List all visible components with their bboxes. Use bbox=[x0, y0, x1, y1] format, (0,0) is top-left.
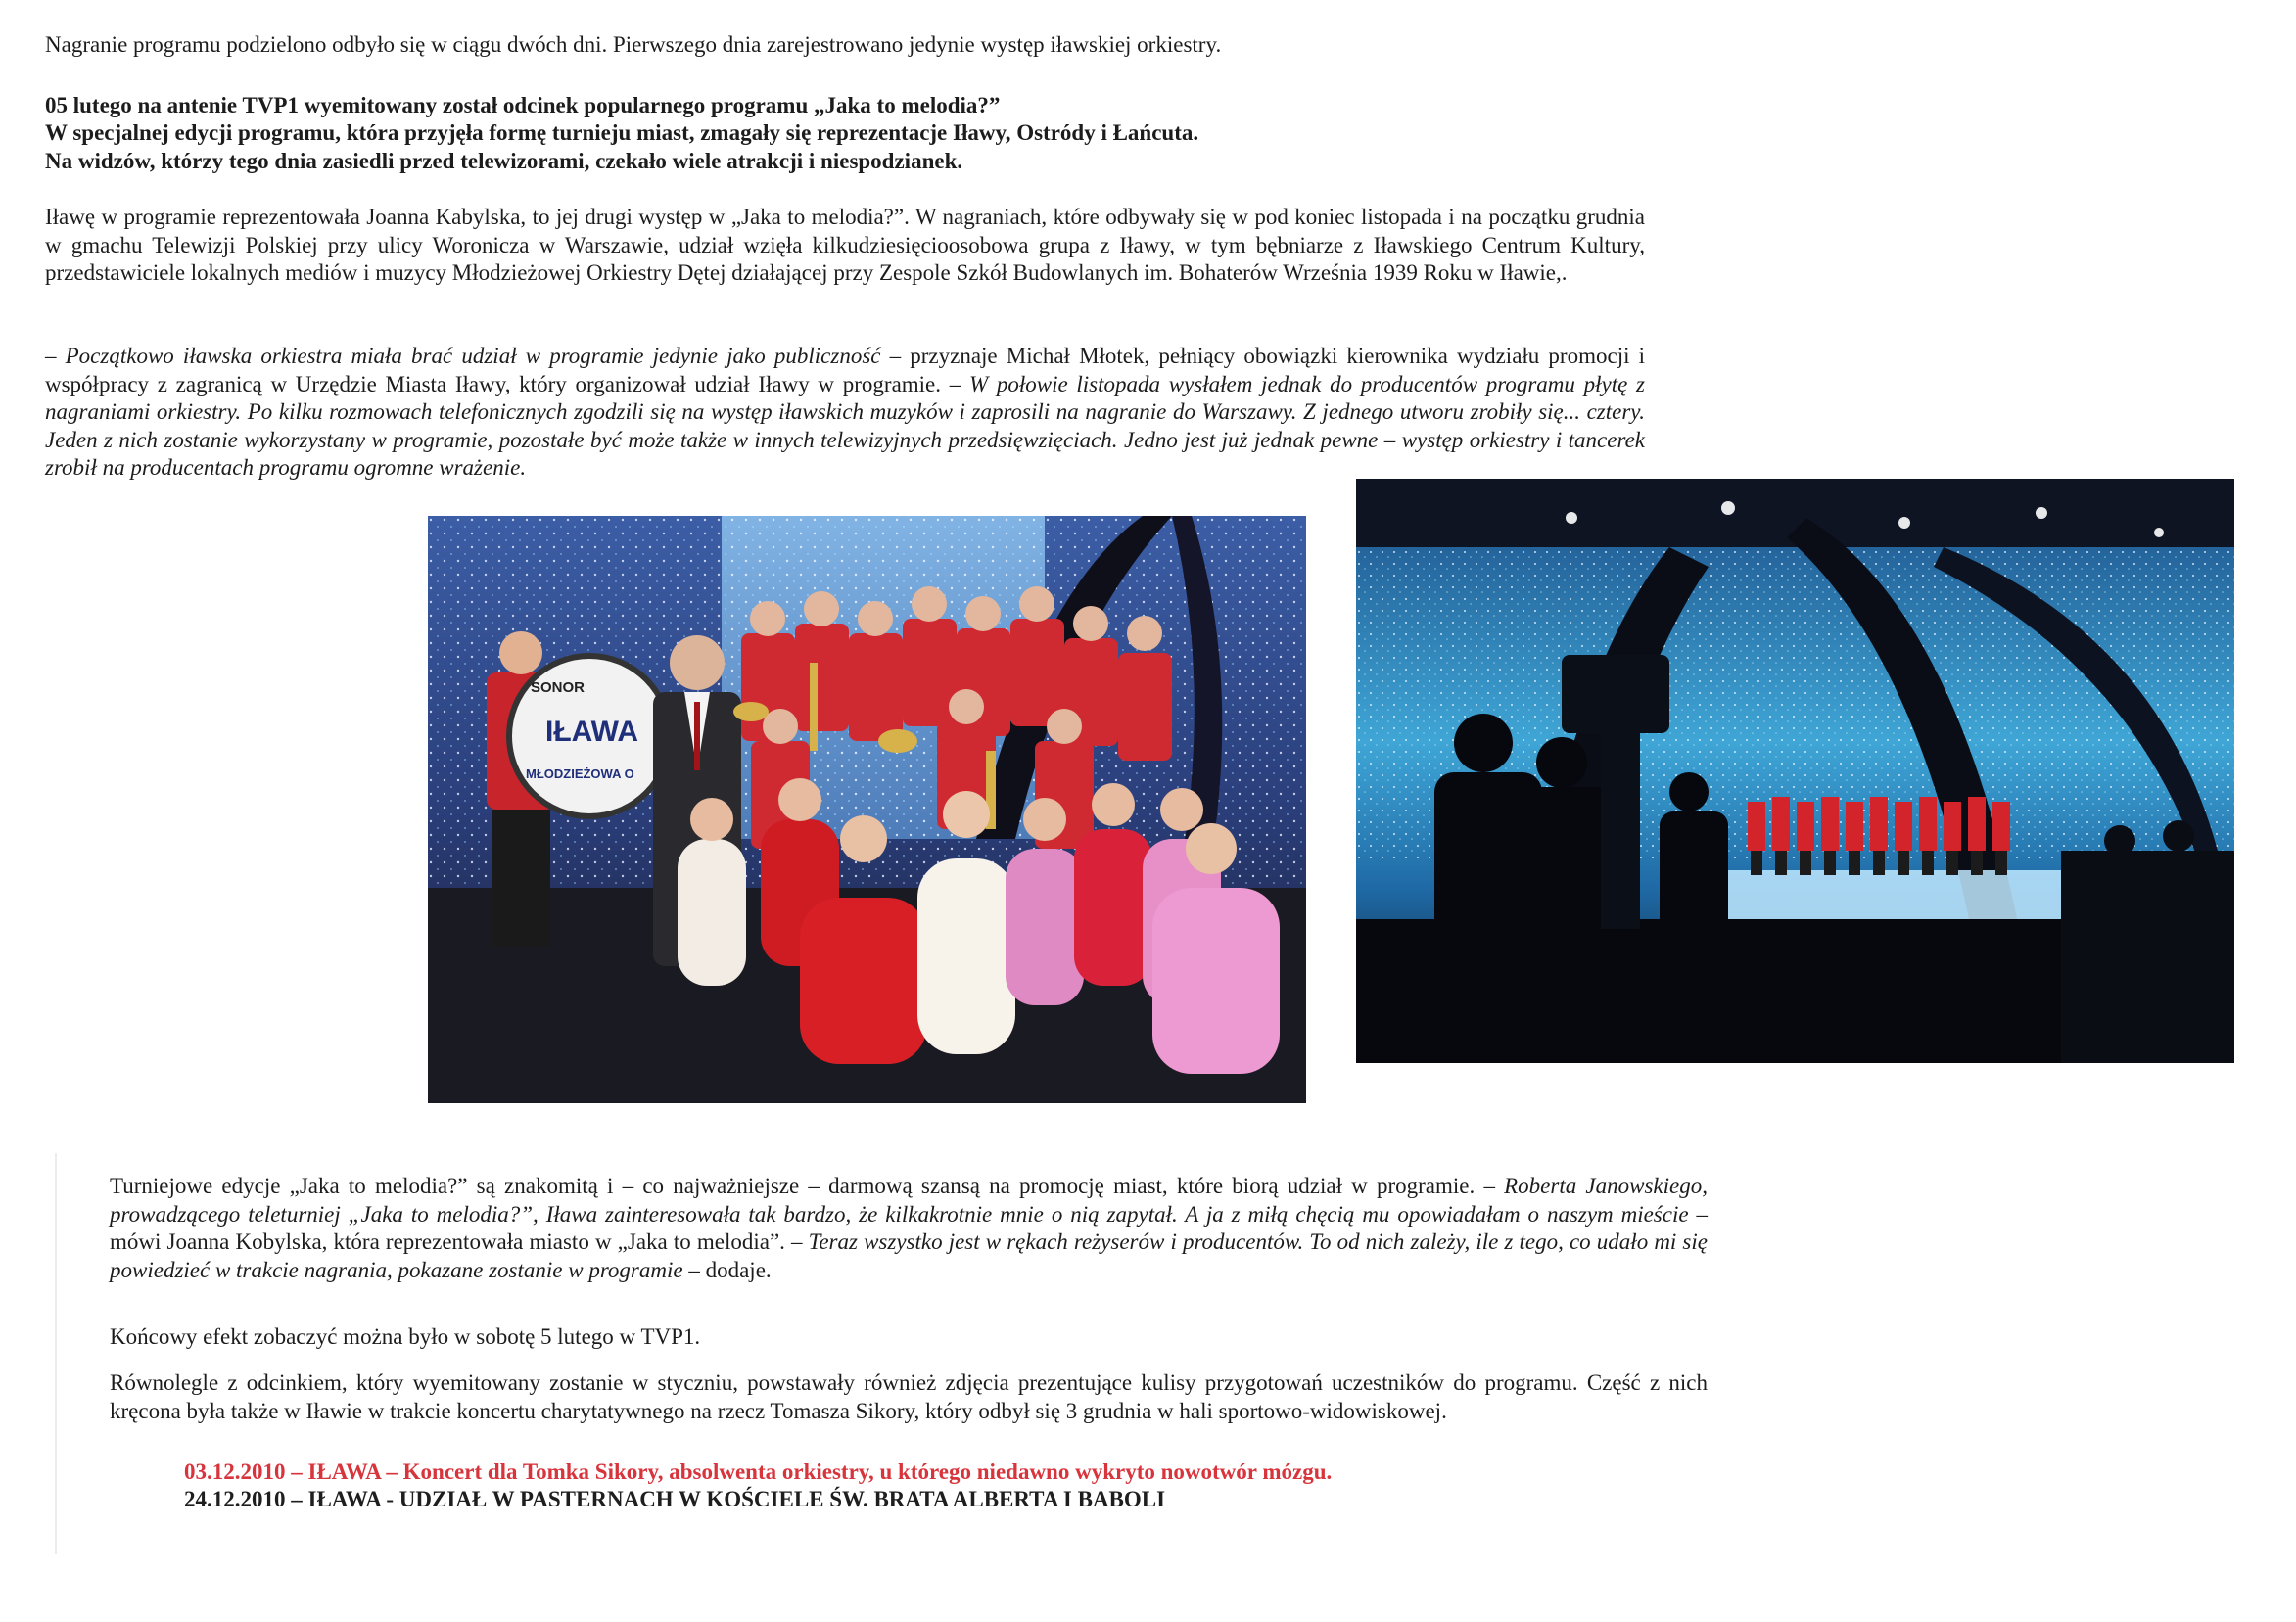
paragraph-parallel: Równolegle z odcinkiem, który wyemitowany zostanie w styczniu, powstawały również zdjęcia prezentujące kulisy przygotowań uczestników do programu. Część z nich kręcona była także w Iławie w trakcie koncertu charytatywnego na rzecz Tomasza Sikory, który odbył się 3 grudnia w hali sportowo-widowiskowej. bbox=[110, 1370, 1708, 1423]
lead-line-3: Na widzów, którzy tego dnia zasiedli przed telewizorami, czekało wiele atrakcji i niespodzianek. bbox=[45, 149, 963, 173]
quote-mlotek-part-b: – przyznaje Michał Młotek, pełniący obowiązki kierownika wydziału promocji i współpracy z zagranicą w Urzędzie Miasta Iławy, który organizował udział Iławy w programie. bbox=[45, 344, 1645, 396]
quote-mlotek-part-a: – Początkowo iławska orkiestra miała brać udział w programie jedynie jako publiczność bbox=[45, 344, 881, 368]
quote-mlotek-part-c: – W połowie listopada wysłałem jednak do producentów programu płytę z nagraniami orkiestry. Po kilku rozmowach telefonicznych zgodzili się na występ iławskich muzyków i zaprosili na nagranie do Warszawy. Z jednego utworu zrobiły się... cztery. Jeden z nich zostanie wykorzystany w programie, pozostałe być może także w innych telewizyjnych przedsięwzięciach. Jedno jest już jednak pewne – występ orkiestry i tancerek zrobił na producentach programu ogromne wrażenie. bbox=[45, 371, 1645, 481]
lead-line-1: 05 lutego na antenie TVP1 wyemitowany został odcinek popularnego programu „Jaka to melodia?” bbox=[45, 93, 1001, 117]
photo-orchestra-group-image bbox=[428, 516, 1306, 1103]
paragraph-final-effect: Końcowy efekt zobaczyć można było w sobotę 5 lutego w TVP1. bbox=[110, 1324, 701, 1349]
quote-kobylska-part-a: Turniejowe edycje „Jaka to melodia?” są znakomitą i – co najważniejsze – darmową szansą na promocję miast, które biorą udział w programie. bbox=[110, 1174, 1484, 1198]
photo-tv-studio bbox=[1356, 479, 2234, 1063]
paragraph-kabylska: Iławę w programie reprezentowała Joanna Kabylska, to jej drugi występ w „Jaka to melodia?”. W nagraniach, które odbywały się w pod koniec listopada i na początku grudnia w gmachu Telewizji Polskiej przy ulicy Woronicza w Warszawie, udział wzięła kilkudziesięcioosobowa grupa z Iławy, w tym bębniarze z Iławskiego Centrum Kultury, przedstawiciele lokalnych mediów i muzycy Młodzieżowej Orkiestry Dętej działającej przy Zespole Szkół Budowlanych im. Bohaterów Września 1939 Roku w Iławie,. bbox=[45, 205, 1645, 286]
drum-text-ilawa: IŁAWA bbox=[545, 716, 638, 748]
lead-line-2: W specjalnej edycji programu, która przyjęła formę turnieju miast, zmagały się reprezentacje Iławy, Ostródy i Łańcuta. bbox=[45, 120, 1199, 145]
quote-kobylska-part-d: – Teraz wszystko jest w rękach reżyserów i producentów. To od nich zależy, ile z tego, co udało mi się powiedzieć w trakcie nagrania, pokazane zostanie w programie bbox=[110, 1229, 1708, 1282]
event-2010-12-03: 03.12.2010 – IŁAWA – Koncert dla Tomka Sikory, absolwenta orkiestry, u którego niedawno wykryto nowotwór mózgu. bbox=[184, 1460, 1333, 1484]
quote-kobylska bbox=[110, 1173, 1708, 1284]
photo-tv-studio-image bbox=[1356, 479, 2234, 1063]
quote-kobylska-part-c: – mówi Joanna Kobylska, która reprezentowała miasto w „Jaka to melodia”. bbox=[110, 1201, 1709, 1255]
drum-text-mlodziezowa: MŁODZIEŻOWA O bbox=[526, 766, 634, 781]
page-edge-line bbox=[55, 1153, 57, 1554]
photo-orchestra-group bbox=[428, 516, 1306, 1103]
quote-mlotek bbox=[45, 343, 1645, 483]
quote-kobylska-part-b: – Roberta Janowskiego, prowadzącego teleturniej „Jaka to melodia?”, Iława zainteresowała tak bardzo, że kilkakrotnie mnie o nią zapytał. A ja z miłą chęcią mu opowiadałam o naszym mieście bbox=[110, 1174, 1708, 1227]
event-2010-12-24: 24.12.2010 – IŁAWA - UDZIAŁ W PASTERNACH W KOŚCIELE ŚW. BRATA ALBERTA I BABOLI bbox=[184, 1487, 1166, 1511]
drum-text-sonor: SONOR bbox=[531, 679, 586, 696]
quote-kobylska-part-e: – dodaje. bbox=[682, 1257, 772, 1282]
intro-paragraph: Nagranie programu podzielono odbyło się w ciągu dwóch dni. Pierwszego dnia zarejestrowano jedynie występ iławskiej orkiestry. bbox=[45, 32, 1222, 57]
